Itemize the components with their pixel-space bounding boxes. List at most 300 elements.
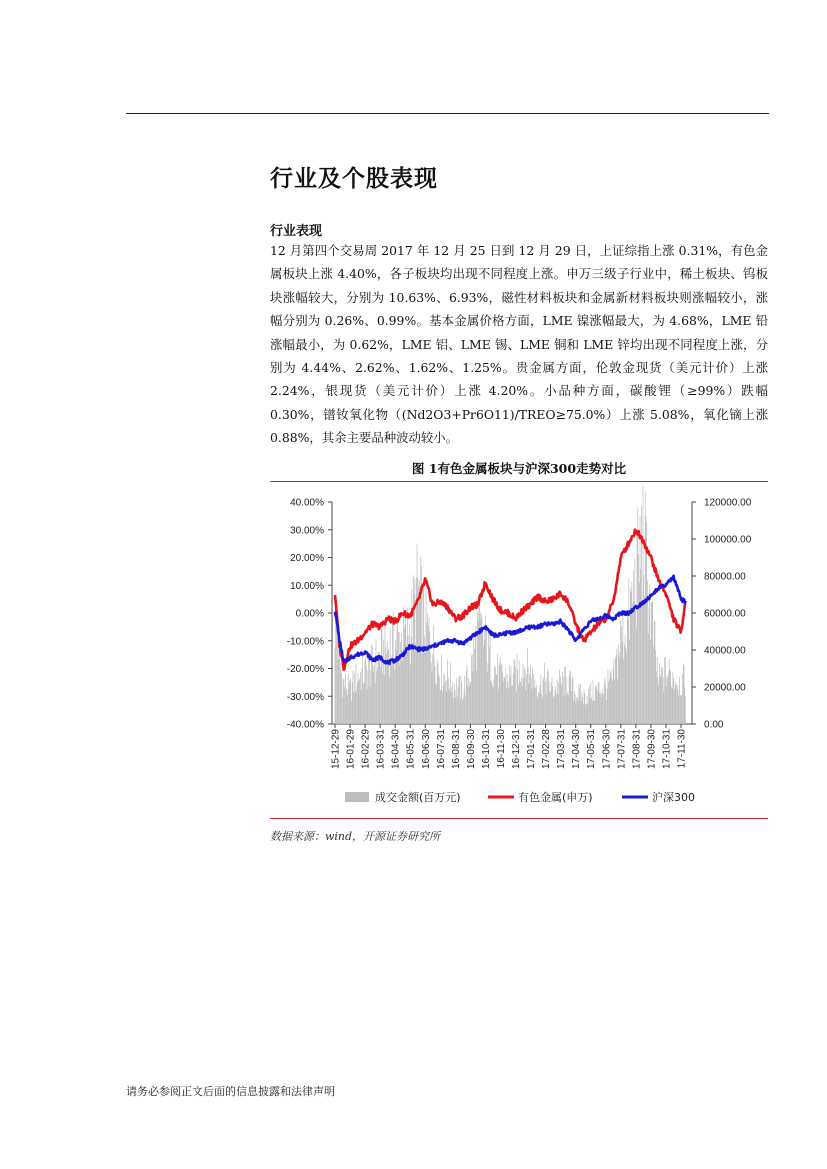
x-tick-label: 16-08-31 — [450, 729, 462, 770]
turnover-bar — [594, 701, 595, 724]
turnover-bar — [431, 663, 432, 724]
legend-nonferrous-label: 有色金属(申万) — [518, 791, 593, 804]
turnover-bar — [564, 696, 565, 724]
turnover-bar — [502, 673, 503, 724]
turnover-bar — [529, 684, 530, 724]
turnover-bar — [565, 667, 566, 724]
turnover-bar — [379, 655, 380, 724]
turnover-bar — [631, 582, 632, 724]
legend-turnover-label: 成交金额(百万元) — [375, 791, 461, 804]
turnover-bar — [403, 607, 404, 724]
turnover-bar — [582, 697, 583, 724]
turnover-bar — [484, 631, 485, 724]
turnover-bar — [555, 689, 556, 724]
turnover-bar — [382, 673, 383, 724]
turnover-bar — [341, 668, 342, 724]
turnover-bar — [551, 683, 552, 724]
x-tick-label: 16-07-31 — [435, 729, 447, 770]
turnover-bar — [393, 612, 394, 724]
turnover-bar — [458, 676, 459, 724]
turnover-bar — [584, 689, 585, 724]
turnover-bar — [485, 615, 486, 724]
turnover-bar — [525, 671, 526, 724]
turnover-bar — [579, 684, 580, 724]
turnover-bar — [623, 610, 624, 724]
turnover-bar — [367, 670, 368, 724]
turnover-bar — [390, 631, 391, 724]
turnover-bar — [335, 648, 336, 724]
x-tick-label: 16-11-30 — [495, 729, 507, 769]
header-rule — [126, 113, 769, 114]
turnover-bar — [540, 685, 541, 724]
turnover-bar — [544, 663, 545, 724]
turnover-bar — [382, 627, 383, 724]
turnover-bar — [491, 682, 492, 724]
turnover-bar — [675, 681, 676, 724]
turnover-bar — [460, 699, 461, 724]
turnover-bar — [548, 670, 549, 724]
turnover-bar — [672, 672, 673, 724]
turnover-bar — [415, 643, 416, 724]
turnover-bar — [490, 634, 491, 724]
turnover-bar — [562, 671, 563, 724]
turnover-bar — [478, 621, 479, 724]
turnover-bar — [511, 686, 512, 724]
turnover-bar — [377, 667, 378, 724]
right-tick-label: 80000.00 — [704, 571, 746, 583]
turnover-bar — [340, 663, 341, 724]
turnover-bar — [576, 703, 577, 724]
turnover-bar — [610, 672, 611, 724]
x-tick-label: 17-03-31 — [556, 729, 568, 770]
turnover-bar — [680, 695, 681, 724]
turnover-bar — [667, 676, 668, 724]
turnover-bar — [473, 637, 474, 724]
turnover-bar — [405, 624, 406, 724]
turnover-bar — [589, 686, 590, 724]
turnover-bar — [587, 704, 588, 724]
turnover-bar — [543, 677, 544, 724]
turnover-bar — [676, 684, 677, 724]
turnover-bar — [558, 683, 559, 724]
turnover-bar — [437, 660, 438, 724]
turnover-bar — [640, 569, 641, 724]
turnover-bar — [428, 626, 429, 724]
turnover-bar — [597, 691, 598, 724]
turnover-bar — [344, 687, 345, 724]
turnover-bar — [435, 666, 436, 724]
turnover-bar — [603, 694, 604, 724]
turnover-bar — [414, 594, 415, 724]
turnover-bar — [512, 685, 513, 724]
figure-bottom-rule — [270, 818, 768, 819]
turnover-bar — [494, 666, 495, 724]
x-tick-label: 15-12-29 — [330, 729, 342, 770]
turnover-bar — [354, 673, 355, 724]
turnover-bar — [569, 676, 570, 724]
turnover-bar — [667, 677, 668, 724]
turnover-bar — [359, 681, 360, 724]
turnover-bar — [352, 682, 353, 724]
right-tick-label: 20000.00 — [704, 682, 746, 694]
footer-disclaimer: 请务必参阅正文后面的信息披露和法律声明 — [126, 1085, 335, 1098]
turnover-bar — [362, 655, 363, 724]
turnover-bar — [430, 653, 431, 724]
turnover-bar — [466, 670, 467, 724]
turnover-bar — [675, 686, 676, 724]
turnover-bar — [385, 647, 386, 724]
turnover-bar — [577, 697, 578, 724]
turnover-bar — [504, 677, 505, 724]
turnover-bar — [605, 678, 606, 724]
turnover-bar — [335, 608, 336, 724]
turnover-bar — [442, 691, 443, 724]
turnover-bar — [663, 677, 664, 724]
turnover-bar — [674, 689, 675, 724]
turnover-bar — [470, 682, 471, 724]
turnover-bar — [420, 557, 421, 724]
turnover-bar — [567, 695, 568, 724]
turnover-bar — [552, 677, 553, 724]
turnover-bar — [365, 657, 366, 724]
turnover-bar — [514, 660, 515, 724]
turnover-bar — [522, 686, 523, 724]
turnover-bar — [455, 697, 456, 724]
turnover-bar — [530, 664, 531, 724]
turnover-bar — [596, 688, 597, 724]
turnover-bar — [661, 668, 662, 724]
turnover-bar — [643, 575, 644, 724]
turnover-bar — [445, 681, 446, 724]
turnover-bar — [338, 660, 339, 724]
turnover-bar — [567, 692, 568, 724]
turnover-bar — [554, 696, 555, 724]
turnover-bar — [347, 695, 348, 724]
turnover-bar — [485, 640, 486, 724]
turnover-bar — [369, 658, 370, 724]
turnover-bar — [379, 652, 380, 724]
turnover-bar — [568, 695, 569, 724]
turnover-bar — [578, 701, 579, 724]
turnover-bar — [397, 623, 398, 724]
turnover-bar — [618, 644, 619, 724]
turnover-bar — [609, 679, 610, 724]
turnover-bar — [374, 664, 375, 724]
turnover-bar — [499, 665, 500, 724]
turnover-bar — [505, 678, 506, 724]
turnover-bar — [474, 649, 475, 724]
turnover-bar — [489, 647, 490, 724]
left-tick-label: 0.00% — [295, 608, 324, 620]
turnover-bar — [392, 623, 393, 724]
turnover-bar — [451, 687, 452, 724]
turnover-bar — [611, 670, 612, 724]
turnover-bar — [357, 682, 358, 724]
turnover-bar — [617, 679, 618, 724]
turnover-bar — [520, 682, 521, 724]
turnover-bar — [441, 690, 442, 724]
turnover-bar — [444, 675, 445, 724]
turnover-bar — [488, 629, 489, 724]
turnover-bar — [656, 671, 657, 724]
turnover-bar — [367, 689, 368, 724]
turnover-bar — [351, 701, 352, 724]
turnover-bar — [684, 687, 685, 724]
turnover-bar — [600, 693, 601, 724]
turnover-bar — [534, 687, 535, 724]
turnover-bar — [566, 677, 567, 724]
turnover-bar — [678, 685, 679, 724]
x-tick-label: 16-09-30 — [465, 729, 477, 770]
turnover-bar — [626, 648, 627, 724]
turnover-bar — [406, 644, 407, 724]
turnover-bar — [400, 665, 401, 724]
turnover-bar — [633, 571, 634, 724]
turnover-bar — [645, 492, 646, 724]
turnover-bar — [419, 581, 420, 724]
turnover-bar — [361, 668, 362, 724]
turnover-bar — [538, 693, 539, 724]
turnover-bar — [497, 654, 498, 724]
turnover-bar — [409, 624, 410, 724]
turnover-bar — [591, 698, 592, 724]
turnover-bar — [552, 686, 553, 724]
turnover-bar — [385, 621, 386, 724]
turnover-bar — [358, 673, 359, 724]
turnover-bar — [514, 659, 515, 724]
turnover-bar — [363, 684, 364, 724]
turnover-bar — [446, 691, 447, 724]
turnover-bar — [455, 690, 456, 724]
turnover-bar — [677, 689, 678, 724]
turnover-bar — [540, 675, 541, 724]
x-tick-label: 17-11-30 — [676, 729, 688, 769]
turnover-bar — [628, 620, 629, 724]
turnover-bar — [628, 579, 629, 724]
turnover-bar — [673, 678, 674, 724]
turnover-bar — [453, 698, 454, 724]
x-tick-label: 17-06-30 — [601, 729, 613, 770]
turnover-bar — [649, 607, 650, 724]
turnover-bar — [376, 671, 377, 724]
turnover-bar — [579, 688, 580, 724]
left-tick-label: 40.00% — [290, 497, 324, 509]
turnover-bar — [581, 701, 582, 724]
turnover-bar — [508, 688, 509, 724]
turnover-bar — [391, 661, 392, 724]
turnover-bar — [440, 690, 441, 724]
turnover-bar — [599, 693, 600, 724]
x-tick-label: 16-02-29 — [360, 729, 372, 770]
turnover-bar — [389, 677, 390, 724]
turnover-bar — [590, 683, 591, 724]
turnover-bar — [394, 670, 395, 724]
turnover-bar — [401, 633, 402, 724]
turnover-bar — [681, 695, 682, 724]
turnover-bar — [604, 681, 605, 724]
figure-title: 图 1有色金属板块与沪深300走势对比 — [411, 461, 627, 476]
turnover-bar — [412, 643, 413, 724]
turnover-bar — [368, 656, 369, 724]
turnover-bar — [593, 700, 594, 724]
turnover-bar — [558, 694, 559, 724]
nonferrous-line — [335, 530, 686, 670]
turnover-bar — [684, 666, 685, 724]
turnover-bar — [561, 682, 562, 724]
turnover-bar — [549, 681, 550, 724]
turnover-bar — [650, 640, 651, 724]
x-tick-label: 16-01-29 — [345, 729, 357, 770]
turnover-bar — [658, 677, 659, 724]
turnover-bar — [356, 690, 357, 724]
turnover-bar — [608, 682, 609, 724]
turnover-bar — [398, 632, 399, 724]
turnover-bar — [435, 683, 436, 724]
x-tick-label: 16-05-31 — [405, 729, 417, 770]
left-tick-label: -40.00% — [286, 719, 324, 731]
turnover-bar — [468, 678, 469, 724]
turnover-bar — [464, 676, 465, 724]
left-tick-label: -20.00% — [286, 664, 324, 675]
turnover-bar — [361, 690, 362, 724]
turnover-bar — [403, 654, 404, 724]
turnover-bar — [681, 695, 682, 724]
turnover-bar — [652, 601, 653, 724]
turnover-bar — [615, 658, 616, 724]
turnover-bar — [660, 674, 661, 724]
turnover-bar — [524, 667, 525, 724]
turnover-bar — [521, 678, 522, 724]
turnover-bar — [410, 665, 411, 724]
turnover-bar — [336, 628, 337, 724]
turnover-bar — [553, 697, 554, 724]
turnover-bar — [546, 695, 547, 724]
turnover-bar — [547, 672, 548, 724]
turnover-bar — [447, 680, 448, 724]
turnover-bar — [647, 581, 648, 724]
turnover-bar — [515, 667, 516, 724]
turnover-bar — [529, 674, 530, 724]
turnover-bar — [432, 654, 433, 724]
turnover-bar — [402, 661, 403, 724]
turnover-bar — [418, 587, 419, 724]
turnover-bar — [391, 655, 392, 724]
turnover-bar — [370, 687, 371, 724]
turnover-bar — [658, 685, 659, 724]
turnover-bar — [605, 685, 606, 724]
turnover-bar — [636, 629, 637, 724]
turnover-bar — [337, 642, 338, 724]
turnover-bar — [511, 667, 512, 724]
turnover-bar — [595, 686, 596, 724]
turnover-bar — [499, 661, 500, 724]
turnover-bar — [622, 642, 623, 724]
turnover-bar — [546, 679, 547, 724]
turnover-bar — [620, 620, 621, 724]
turnover-bar — [683, 664, 684, 724]
turnover-bar — [438, 674, 439, 724]
turnover-bar — [526, 690, 527, 724]
turnover-bar — [640, 516, 641, 724]
turnover-bar — [590, 698, 591, 724]
turnover-bar — [370, 671, 371, 724]
turnover-bar — [376, 640, 377, 724]
x-tick-label: 17-02-28 — [541, 729, 553, 770]
turnover-bar — [449, 691, 450, 724]
x-tick-label: 17-01-31 — [526, 729, 538, 770]
turnover-bar — [545, 681, 546, 724]
turnover-bar — [642, 601, 643, 724]
turnover-bar — [666, 686, 667, 724]
turnover-bar — [349, 683, 350, 724]
turnover-bar — [623, 659, 624, 724]
turnover-bar — [539, 692, 540, 724]
turnover-bar — [477, 612, 478, 724]
turnover-bar — [648, 634, 649, 724]
turnover-bar — [523, 664, 524, 724]
turnover-bar — [496, 674, 497, 724]
turnover-bar — [346, 690, 347, 724]
turnover-bar — [444, 673, 445, 724]
turnover-bar — [535, 680, 536, 724]
turnover-bar — [493, 678, 494, 724]
turnover-bar — [532, 667, 533, 724]
turnover-bar — [679, 677, 680, 724]
turnover-bar — [564, 667, 565, 724]
turnover-bar — [510, 676, 511, 724]
turnover-bar — [527, 648, 528, 724]
turnover-bar — [619, 657, 620, 724]
turnover-bar — [427, 614, 428, 724]
turnover-bar — [513, 673, 514, 724]
turnover-bar — [519, 660, 520, 724]
turnover-bar — [602, 693, 603, 724]
turnover-bar — [434, 657, 435, 724]
turnover-bar — [669, 659, 670, 724]
turnover-bar — [528, 667, 529, 724]
turnover-bar — [520, 681, 521, 724]
turnover-bar — [422, 653, 423, 724]
turnover-bar — [441, 654, 442, 724]
turnover-bar — [380, 667, 381, 724]
turnover-bar — [493, 687, 494, 724]
turnover-bar — [471, 655, 472, 724]
turnover-bar — [592, 701, 593, 724]
right-tick-label: 120000.00 — [704, 497, 752, 509]
turnover-bar — [502, 663, 503, 724]
turnover-bar — [634, 601, 635, 724]
turnover-bar — [508, 681, 509, 724]
section-title: 行业及个股表现 — [270, 165, 438, 192]
turnover-bar — [463, 698, 464, 724]
source-note: 数据来源：wind，开源证券研究所 — [270, 830, 441, 843]
turnover-bar — [345, 673, 346, 724]
turnover-bar — [378, 652, 379, 724]
x-tick-label: 16-04-30 — [390, 729, 402, 770]
turnover-bar — [606, 700, 607, 724]
turnover-bar — [476, 670, 477, 724]
turnover-bar — [543, 680, 544, 724]
turnover-bar — [394, 658, 395, 724]
turnover-bar — [601, 697, 602, 724]
turnover-bar — [625, 635, 626, 724]
turnover-bar — [475, 637, 476, 724]
turnover-bar — [438, 664, 439, 724]
x-tick-label: 16-06-30 — [420, 729, 432, 770]
turnover-bar — [561, 685, 562, 724]
left-tick-label: -10.00% — [286, 636, 324, 648]
turnover-bar — [452, 692, 453, 724]
